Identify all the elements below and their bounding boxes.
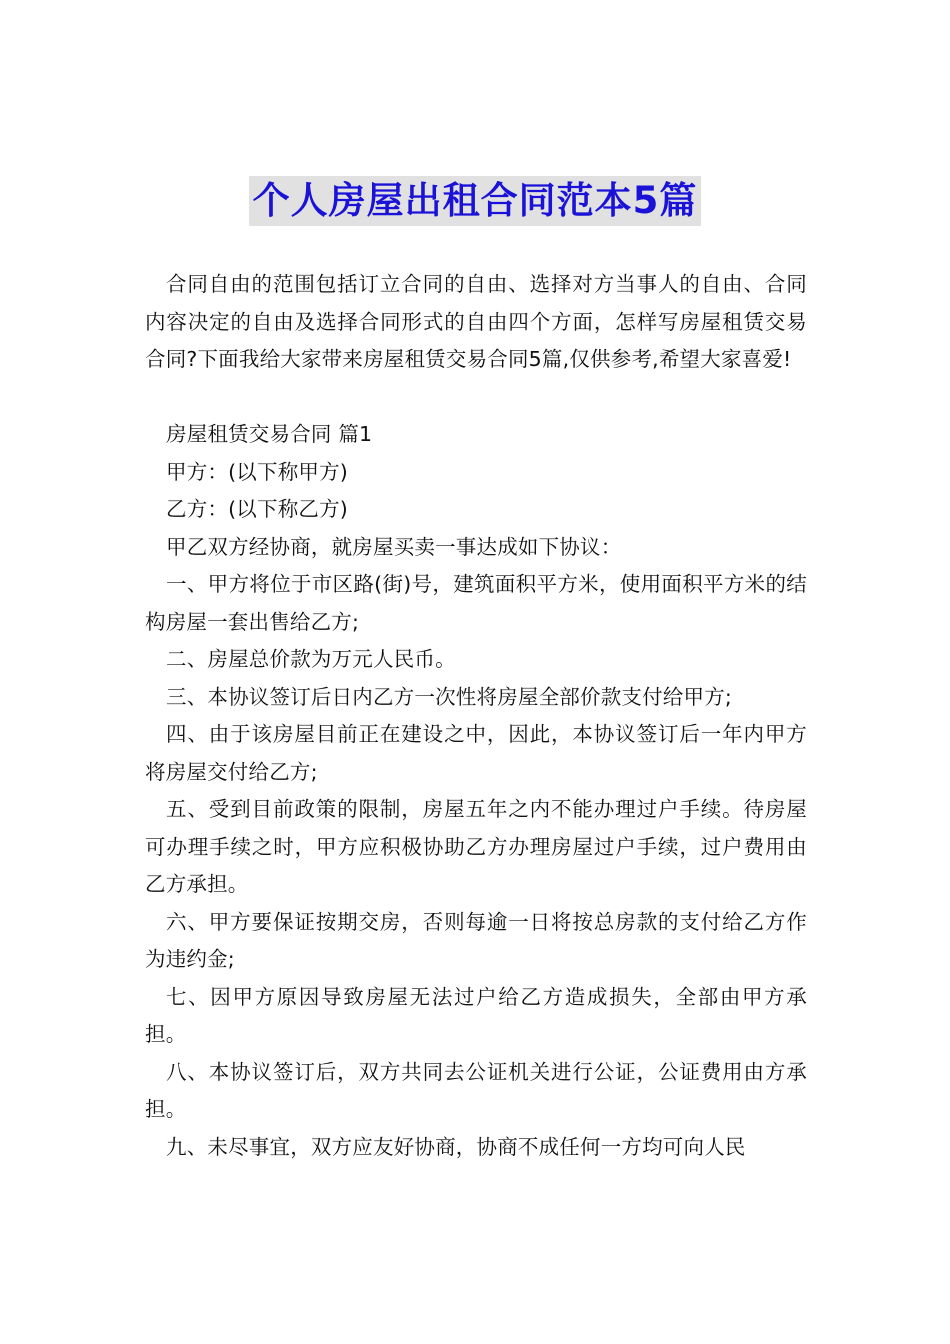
clause-1: 一、甲方将位于市区路(街)号，建筑面积平方米，使用面积平方米的结构房屋一套出售给乙方; xyxy=(145,572,807,634)
title-container xyxy=(0,176,950,226)
intro-paragraph: 合同自由的范围包括订立合同的自由、选择对方当事人的自由、合同内容决定的自由及选择合同形式的自由四个方面，怎样写房屋租赁交易合同?下面我给大家带来房屋租赁交易合同5篇,仅供参考,希望大家喜爱! xyxy=(145,272,807,371)
clause-2: 二、房屋总价款为万元人民币。 xyxy=(166,647,456,671)
paragraph-spacer xyxy=(145,379,807,417)
clause-9: 九、未尽事宜，双方应友好协商，协商不成任何一方均可向人民 xyxy=(166,1134,746,1159)
clause-5: 五、受到目前政策的限制，房屋五年之内不能办理过户手续。待房屋可办理手续之时，甲方应积极协助乙方办理房屋过户手续，过户费用由乙方承担。 xyxy=(145,797,807,896)
page-title: 个人房屋出租合同范本5篇 xyxy=(249,176,702,226)
party-b-line: 乙方：(以下称乙方) xyxy=(166,497,348,521)
clause-7: 七、因甲方原因导致房屋无法过户给乙方造成损失，全部由甲方承担。 xyxy=(145,984,807,1046)
party-a-line: 甲方：(以下称甲方) xyxy=(166,459,348,484)
clause-4: 四、由于该房屋目前正在建设之中，因此，本协议签订后一年内甲方将房屋交付给乙方; xyxy=(145,722,807,784)
section-heading: 房屋租赁交易合同 篇1 xyxy=(166,422,373,446)
clause-8: 八、本协议签订后，双方共同去公证机关进行公证，公证费用由方承担。 xyxy=(145,1059,807,1121)
document-body xyxy=(145,266,807,1166)
clause-3: 三、本协议签订后日内乙方一次性将房屋全部价款支付给甲方; xyxy=(166,684,733,709)
clause-6: 六、甲方要保证按期交房，否则每逾一日将按总房款的支付给乙方作为违约金; xyxy=(145,909,807,971)
agreement-preamble: 甲乙双方经协商，就房屋买卖一事达成如下协议： xyxy=(166,534,622,559)
